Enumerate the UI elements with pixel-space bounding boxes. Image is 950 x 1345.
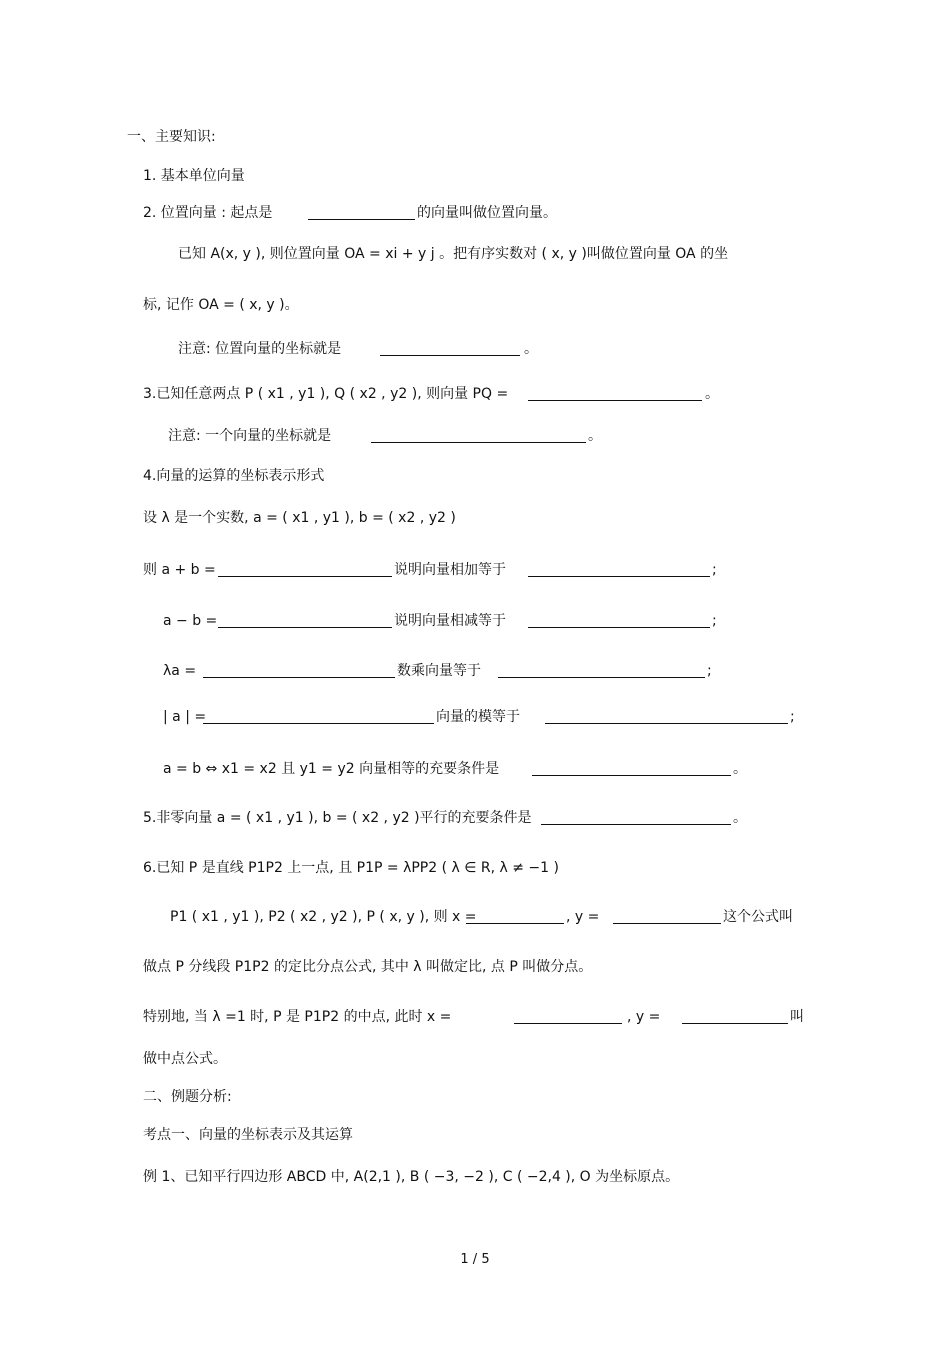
- text-line-l19b: , y =: [627, 1009, 661, 1025]
- text-line-l13b: 向量的模等于: [436, 709, 520, 725]
- text-line-l23: 例 1、已知平行四边形 ABCD 中, A(2,1 ), B ( −3, −2 ), C ( −2,4 ), O 为坐标原点。: [143, 1169, 680, 1185]
- text-line-item2b: 的向量叫做位置向量。: [417, 205, 557, 221]
- answer-blank-b3[interactable]: [528, 386, 702, 401]
- text-line-item1: 1. 基本单位向量: [143, 168, 245, 184]
- text-line-l17a: P1 ( x1 , y1 ), P2 ( x2 , y2 ), P ( x, y ), 则 x =: [170, 909, 477, 925]
- answer-blank-b1[interactable]: [308, 205, 415, 220]
- text-line-l10b: 说明向量相加等于: [394, 562, 506, 578]
- answer-blank-b17[interactable]: [514, 1009, 622, 1024]
- text-line-l15a: 5.非零向量 a = ( x1 , y1 ), b = ( x2 , y2 )平行的充要条件是: [143, 810, 532, 826]
- text-line-l20: 做中点公式。: [143, 1051, 227, 1067]
- text-line-l3a: 已知 A(x, y ), 则位置向量 OA = xi + y j 。把有序实数对 ( x, y )叫做位置向量 OA 的坐: [178, 246, 729, 262]
- text-line-l7b: 。: [588, 428, 602, 444]
- text-line-l13a: | a | =: [163, 709, 207, 725]
- text-line-l12b: 数乘向量等于: [397, 663, 481, 679]
- answer-blank-b6[interactable]: [528, 562, 710, 577]
- text-line-l22: 考点一、向量的坐标表示及其运算: [143, 1127, 353, 1143]
- answer-blank-b12[interactable]: [545, 709, 788, 724]
- page-number: 1 / 5: [460, 1252, 490, 1267]
- text-line-l11a: a − b =: [163, 613, 218, 629]
- answer-blank-b9[interactable]: [203, 663, 395, 678]
- answer-blank-b2[interactable]: [380, 341, 520, 356]
- text-line-l5b: 。: [524, 341, 538, 357]
- text-line-l10a: 则 a + b =: [143, 562, 216, 578]
- text-line-sec1: 一、主要知识:: [127, 129, 216, 145]
- text-line-l11c: ;: [712, 613, 717, 629]
- answer-blank-b16[interactable]: [613, 909, 721, 924]
- text-line-l14a: a = b ⇔ x1 = x2 且 y1 = y2 向量相等的充要条件是: [163, 761, 500, 777]
- text-line-l19c: 叫: [790, 1009, 804, 1025]
- text-line-l19a: 特别地, 当 λ =1 时, P 是 P1P2 的中点, 此时 x =: [143, 1009, 452, 1025]
- text-line-l12c: ;: [707, 663, 712, 679]
- answer-blank-b15[interactable]: [466, 909, 564, 924]
- text-line-l12a: λa =: [163, 663, 197, 679]
- text-line-l6a: 3.已知任意两点 P ( x1 , y1 ), Q ( x2 , y2 ), 则向量 PQ =: [143, 386, 509, 402]
- answer-blank-b18[interactable]: [682, 1009, 788, 1024]
- text-line-l6b: 。: [705, 386, 719, 402]
- text-line-l14b: 。: [733, 761, 747, 777]
- answer-blank-b11[interactable]: [203, 709, 434, 724]
- text-line-l17b: , y =: [566, 909, 600, 925]
- text-line-l4: 标, 记作 OA = ( x, y )。: [143, 297, 299, 313]
- answer-blank-b10[interactable]: [498, 663, 705, 678]
- text-line-l8: 4.向量的运算的坐标表示形式: [143, 468, 325, 484]
- text-line-l10c: ;: [712, 562, 717, 578]
- answer-blank-b4[interactable]: [371, 428, 586, 443]
- text-line-l15b: 。: [733, 810, 747, 826]
- text-line-l17c: 这个公式叫: [723, 909, 793, 925]
- answer-blank-b13[interactable]: [532, 761, 731, 776]
- text-line-l9: 设 λ 是一个实数, a = ( x1 , y1 ), b = ( x2 , y2 ): [143, 510, 456, 526]
- text-line-l7a: 注意: 一个向量的坐标就是: [168, 428, 332, 444]
- answer-blank-b7[interactable]: [218, 613, 392, 628]
- text-line-l18: 做点 P 分线段 P1P2 的定比分点公式, 其中 λ 叫做定比, 点 P 叫做分点。: [143, 959, 593, 975]
- text-line-sec2: 二、例题分析:: [143, 1089, 232, 1105]
- text-line-l13c: ;: [790, 709, 795, 725]
- text-line-l11b: 说明向量相减等于: [394, 613, 506, 629]
- text-line-item2a: 2. 位置向量 : 起点是: [143, 205, 273, 221]
- text-line-l16: 6.已知 P 是直线 P1P2 上一点, 且 P1P = λPP2 ( λ ∈ R, λ ≠ −1 ): [143, 860, 559, 876]
- answer-blank-b5[interactable]: [218, 562, 392, 577]
- text-line-l5a: 注意: 位置向量的坐标就是: [178, 341, 342, 357]
- answer-blank-b14[interactable]: [541, 810, 731, 825]
- answer-blank-b8[interactable]: [528, 613, 710, 628]
